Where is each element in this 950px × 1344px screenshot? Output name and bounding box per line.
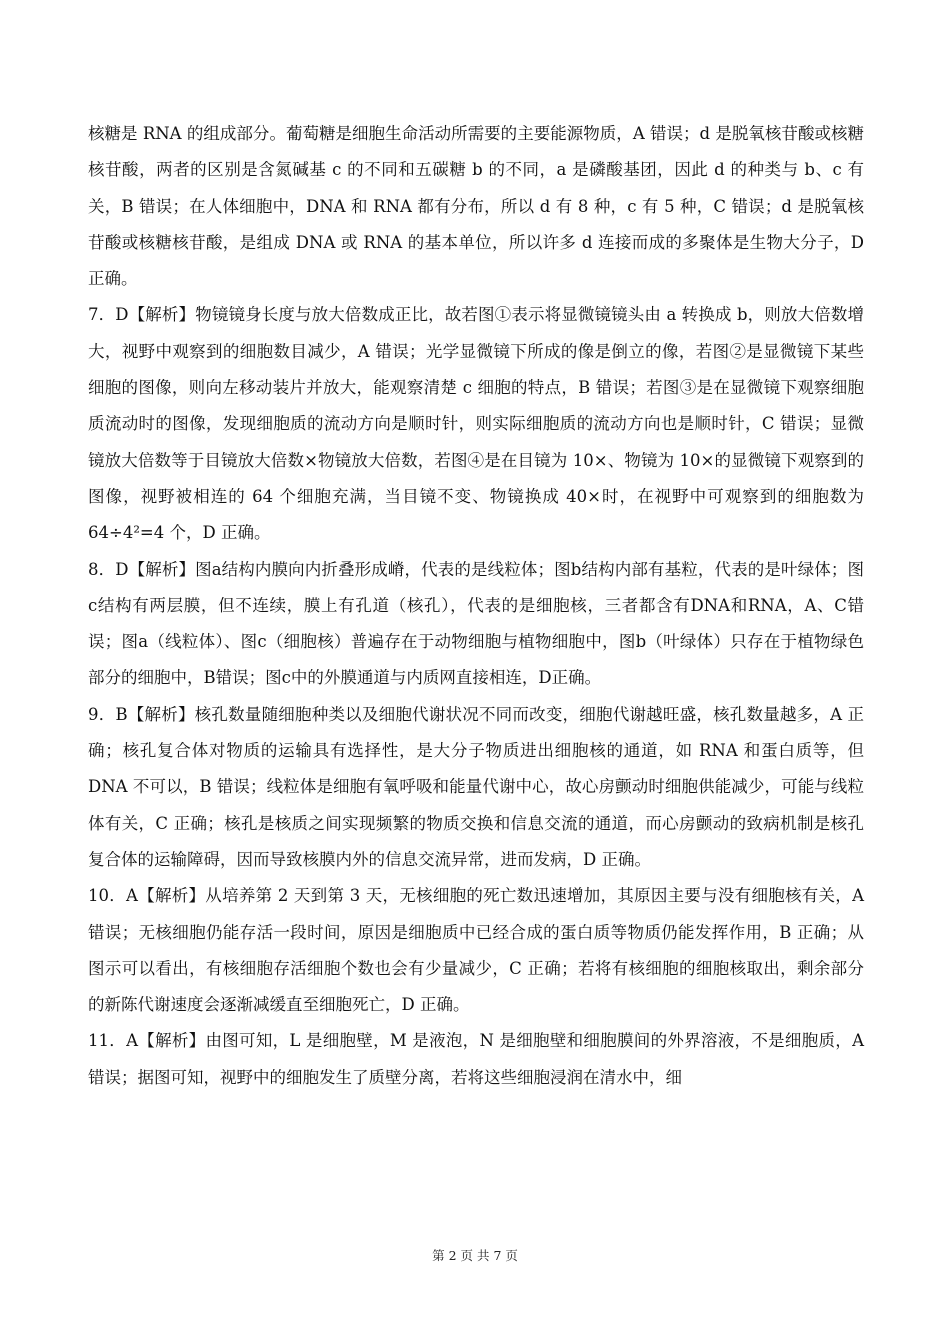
paragraph-answer-11: 11．A【解析】由图可知，L 是细胞壁，M 是液泡，N 是细胞壁和细胞膜间的外界溶液，不是细胞质，A 错误；据图可知，视野中的细胞发生了质壁分离，若将这些细胞浸润在清水中，细 — [88, 1031, 864, 1087]
paragraph-answer-8: 8．D【解析】图a结构内膜向内折叠形成嵴，代表的是线粒体；图b结构内部有基粒，代表的是叶绿体；图c结构有两层膜，但不连续，膜上有孔道（核孔），代表的是细胞核，三者都含有DNA和RNA，A、C错误；图a（线粒体）、图c（细胞核）普遍存在于动物细胞与植物细胞中，图b（叶绿体）只存在于植物绿色部分的细胞中，B错误；图c中的外膜通道与内质网直接相连，D正确。 — [88, 559, 864, 688]
paragraph-answer-9: 9．B【解析】核孔数量随细胞种类以及细胞代谢状况不同而改变，细胞代谢越旺盛，核孔数量越多，A 正确；核孔复合体对物质的运输具有选择性，是大分子物质进出细胞核的通道，如 RNA 和蛋白质等，但 DNA 不可以，B 错误；线粒体是细胞有氧呼吸和能量代谢中心，故心房颤动时细胞供能减少，可能与线粒体有关，C 正确；核孔是核质之间实现频繁的物质交换和信息交流的通道，而心房颤动的致病机制是核孔复合体的运输障碍，因而导致核膜内外的信息交流异常，进而发病，D 正确。 — [88, 704, 864, 869]
paragraph-continuation-6: 核糖是 RNA 的组成部分。葡萄糖是细胞生命活动所需要的主要能源物质，A 错误；d 是脱氧核苷酸或核糖核苷酸，两者的区别是含氮碱基 c 的不同和五碳糖 b 的不同，a 是磷酸基团，因此 d 的种类与 b、c 有关，B 错误；在人体细胞中，DNA 和 RNA 都有分布，所以 d 有 8 种，c 有 5 种，C 错误；d 是脱氧核苷酸或核糖核苷酸，是组成 DNA 或 RNA 的基本单位，所以许多 d 连接而成的多聚体是生物大分子，D 正确。 — [88, 124, 864, 289]
paragraph-answer-7: 7．D【解析】物镜镜身长度与放大倍数成正比，故若图①表示将显微镜镜头由 a 转换成 b，则放大倍数增大，视野中观察到的细胞数目减少，A 错误；光学显微镜下所成的像是倒立的像，若图②是显微镜下某些细胞的图像，则向左移动装片并放大，能观察清楚 c 细胞的特点，B 错误；若图③是在显微镜下观察细胞质流动时的图像，发现细胞质的流动方向是顺时针，则实际细胞质的流动方向也是顺时针，C 错误；显微镜放大倍数等于目镜放大倍数×物镜放大倍数，若图④是在目镜为 10×、物镜为 10×的显微镜下观察到的图像，视野被相连的 64 个细胞充满，当目镜不变、物镜换成 40×时，在视野中可观察到的细胞数为 64÷4²=4 个，D 正确。 — [88, 305, 864, 543]
answer-explanations — [88, 116, 864, 1096]
page-number: 第 2 页 共 7 页 — [432, 1248, 518, 1263]
paragraph-answer-10: 10．A【解析】从培养第 2 天到第 3 天，无核细胞的死亡数迅速增加，其原因主要与没有细胞核有关，A 错误；无核细胞仍能存活一段时间，原因是细胞质中已经合成的蛋白质等物质仍能发挥作用，B 正确；从图示可以看出，有核细胞存活细胞个数也会有少量减少，C 正确；若将有核细胞的细胞核取出，剩余部分的新陈代谢速度会逐渐减缓直至细胞死亡，D 正确。 — [88, 886, 864, 1015]
